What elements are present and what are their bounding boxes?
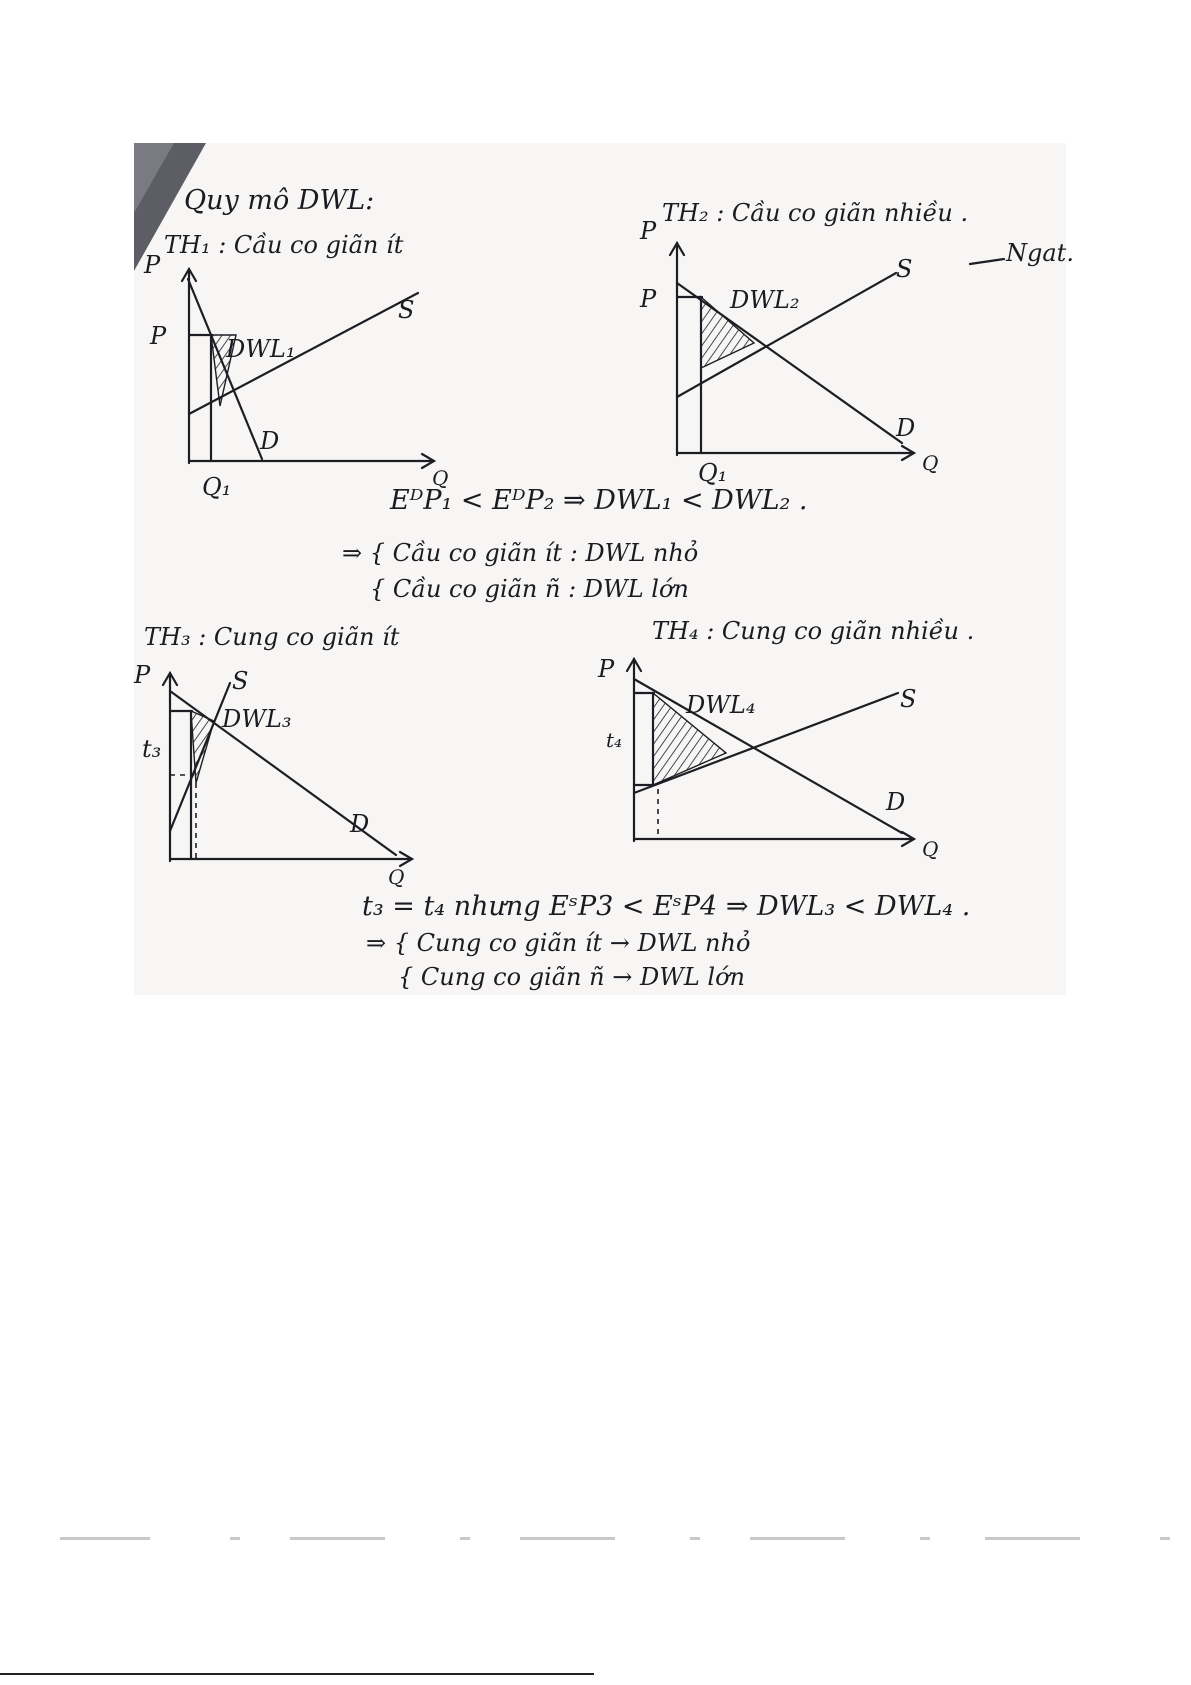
case-4-price-label: t₄ [606,728,623,752]
case-2-p-label: P [640,217,657,245]
case-1-supply-label: S [398,296,415,324]
supply-elasticity-relation: t₃ = t₄ nhưng EˢP3 < EˢP4 ⇒ DWL₃ < DWL₄ . [362,891,971,922]
case-4-dwl-label: DWL₄ [686,691,756,719]
case-4-graph [597,655,938,861]
case-2-demand-label: D [896,414,916,442]
case-1-heading: TH₁ : Cầu co giãn ít [164,231,404,259]
demand-conclusion-2: { Cầu co giãn ñ : DWL lớn [370,575,689,603]
case-2-graph [639,217,938,487]
case-3-graph [133,661,412,889]
case-1-dwl-label: DWL₁ [226,335,296,363]
case-2-supply-label: S [896,255,913,283]
case-2-dwl-label: DWL₂ [730,286,800,314]
case-3-heading: TH₃ : Cung co giãn ít [144,623,400,651]
margin-note: Ngat. [1006,239,1074,267]
case-1-demand-label: D [260,427,280,455]
supply-conclusion-2: { Cung co giãn ñ → DWL lớn [398,963,746,991]
case-1-demand-line [188,279,262,459]
case-1-quantity-label: Q₁ [202,473,232,501]
case-1-graph [143,251,448,501]
case-1-q-label: Q [432,466,449,490]
demand-conclusion-1: ⇒ { Cầu co giãn ít : DWL nhỏ [342,539,699,567]
demand-elasticity-relation: EᴰP₁ < EᴰP₂ ⇒ DWL₁ < DWL₂ . [390,485,808,516]
case-3-demand-label: D [350,810,370,838]
case-2-heading: TH₂ : Cầu co giãn nhiều . [662,199,969,227]
notes-title: Quy mô DWL: [184,185,375,216]
case-3-supply-label: S [232,667,249,695]
case-4-demand-label: D [886,788,906,816]
case-4-heading: TH₄ : Cung co giãn nhiều . [652,617,975,645]
case-3-dwl-label: DWL₃ [222,705,292,733]
handwritten-notes-photo [134,143,1074,995]
footer-faint-marks [0,1532,1191,1546]
footnote-rule [0,1673,594,1675]
case-4-q-label: Q [922,837,939,861]
case-2-q-label: Q [922,451,939,475]
notes-canvas [134,143,1074,995]
case-3-p-label: P [134,661,151,689]
case-2-quantity-label: Q₁ [698,459,728,487]
case-3-supply-line [170,683,230,831]
case-4-p-label: P [598,655,615,683]
case-4-supply-label: S [900,685,917,713]
case-1-p-label: P [144,251,161,279]
case-2-price-label: P [640,285,657,313]
case-3-q-label: Q [388,865,405,889]
case-3-price-label: t₃ [142,735,162,763]
case-1-price-label: P [150,322,167,350]
supply-conclusion-1: ⇒ { Cung co giãn ít → DWL nhỏ [366,929,751,957]
